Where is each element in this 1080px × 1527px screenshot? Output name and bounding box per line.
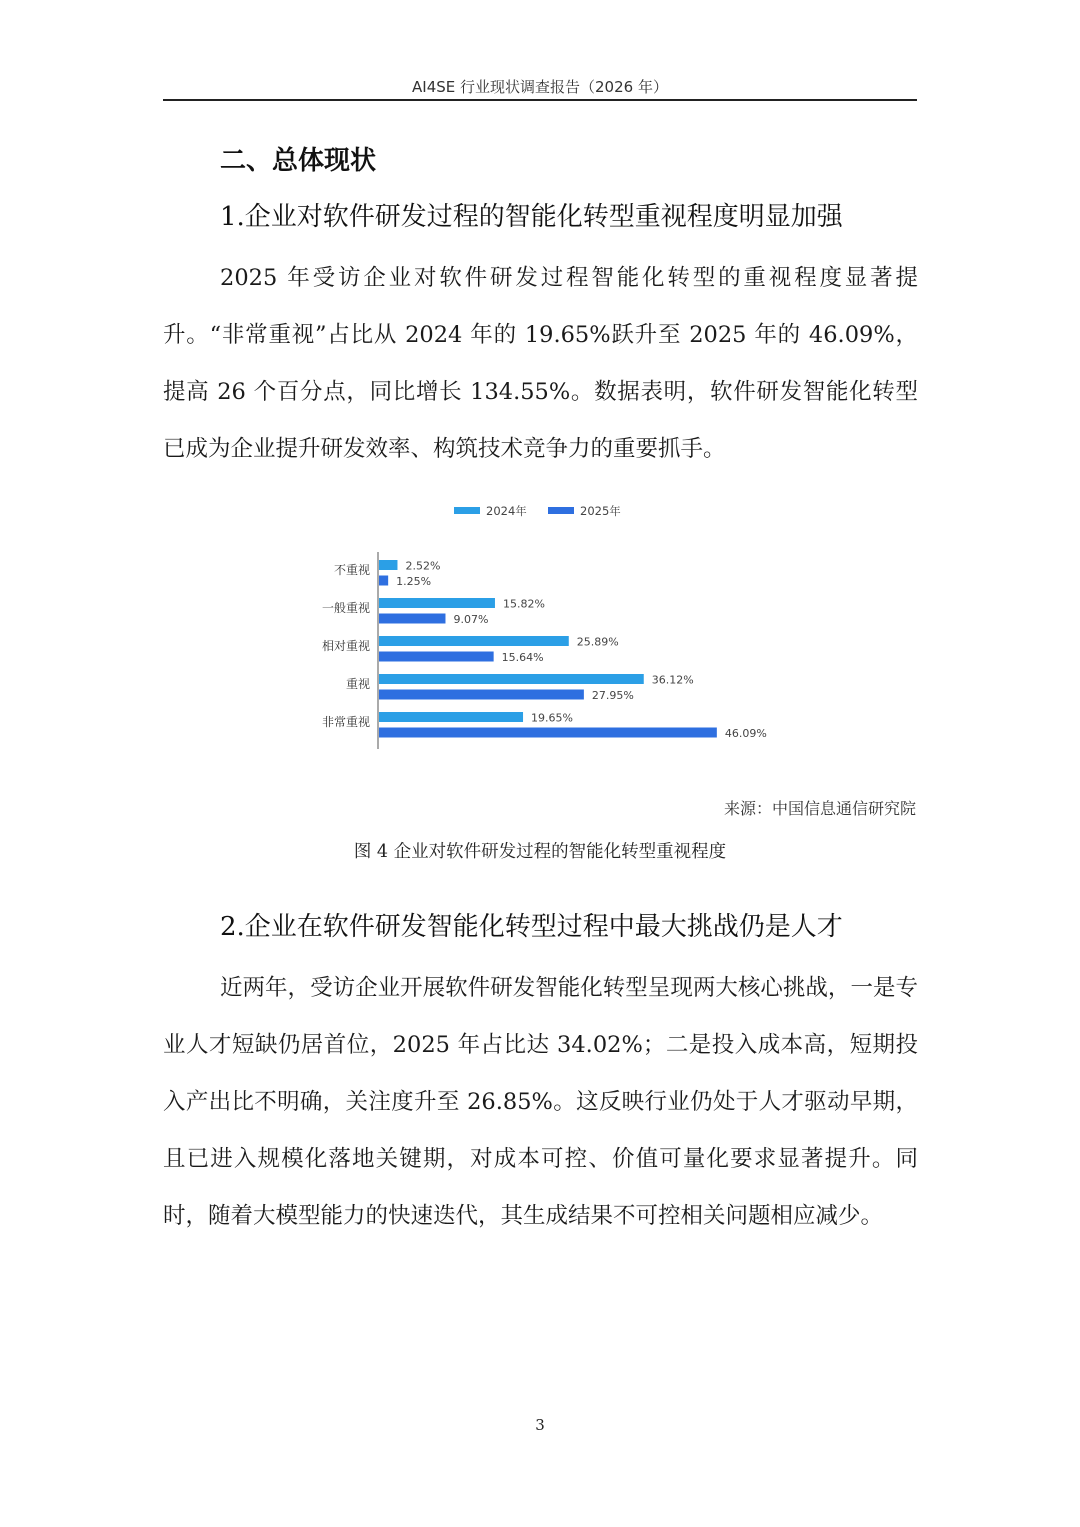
bar-2025年-不重视 bbox=[379, 576, 388, 586]
data-label: 2.52% bbox=[405, 559, 441, 573]
data-label: 15.64% bbox=[501, 651, 544, 664]
legend-swatch-2025年 bbox=[548, 507, 574, 514]
legend-swatch-2024年 bbox=[454, 507, 480, 514]
data-label: 19.65% bbox=[531, 711, 573, 725]
bar-2024年-非常重视 bbox=[379, 712, 523, 722]
bar-2025年-一般重视 bbox=[379, 614, 445, 624]
data-label: 27.95% bbox=[591, 689, 634, 702]
data-label: 46.09% bbox=[724, 727, 767, 740]
bar-2024年-相对重视 bbox=[379, 636, 569, 646]
running-header: AI4SE 行业现状调查报告（2026 年） bbox=[412, 78, 668, 96]
figure-caption: 图 4 企业对软件研发过程的智能化转型重视程度 bbox=[353, 842, 727, 862]
header-rule bbox=[163, 99, 917, 101]
data-label: 36.12% bbox=[651, 673, 694, 687]
bar-chart bbox=[300, 495, 820, 775]
bar-2025年-重视 bbox=[379, 690, 584, 700]
bar-2025年-相对重视 bbox=[379, 652, 494, 662]
subsection-heading-2: 2.企业在软件研发智能化转型过程中最大挑战仍是人才 bbox=[220, 912, 843, 942]
legend-label: 2025年 bbox=[580, 504, 621, 518]
figure-source: 来源：中国信息通信研究院 bbox=[723, 799, 916, 818]
legend-label: 2024年 bbox=[486, 504, 527, 518]
bar-2025年-非常重视 bbox=[379, 728, 717, 738]
page-number: 3 bbox=[535, 1416, 545, 1434]
category-label: 不重视 bbox=[333, 563, 370, 577]
data-label: 25.89% bbox=[576, 635, 619, 649]
bar-2024年-不重视 bbox=[379, 560, 397, 570]
data-label: 15.82% bbox=[502, 597, 545, 611]
bar-2024年-重视 bbox=[379, 674, 644, 684]
data-label: 9.07% bbox=[453, 613, 489, 626]
subsection-heading-1: 1.企业对软件研发过程的智能化转型重视程度明显加强 bbox=[220, 202, 843, 232]
data-label: 1.25% bbox=[396, 575, 432, 588]
paragraph-1: 2025 年受访企业对软件研发过程智能化转型的重视程度显著提升。“非常重视”占比从 2024 年的 19.65%跃升至 2025 年的 46.09%，提高 26 个百分点，同比增长 134.55%。数据表明，软件研发智能化转型已成为企业提升研发效率、构筑技术竞争力的重要抓手。 bbox=[163, 265, 918, 462]
category-label: 一般重视 bbox=[321, 601, 370, 615]
category-label: 相对重视 bbox=[321, 639, 370, 653]
chart-svg bbox=[300, 495, 820, 775]
category-label: 非常重视 bbox=[321, 715, 370, 729]
section-heading: 二、总体现状 bbox=[220, 146, 377, 176]
category-label: 重视 bbox=[345, 677, 370, 691]
paragraph-2: 近两年，受访企业开展软件研发智能化转型呈现两大核心挑战，一是专业人才短缺仍居首位，2025 年占比达 34.02%；二是投入成本高，短期投入产出比不明确，关注度升至 26.85%。这反映行业仍处于人才驱动早期，且已进入规模化落地关键期，对成本可控、价值可量化要求显著提升。同时，随着大模型能力的快速迭代，其生成结果不可控相关问题相应减少。 bbox=[163, 975, 918, 1229]
bar-2024年-一般重视 bbox=[379, 598, 495, 608]
